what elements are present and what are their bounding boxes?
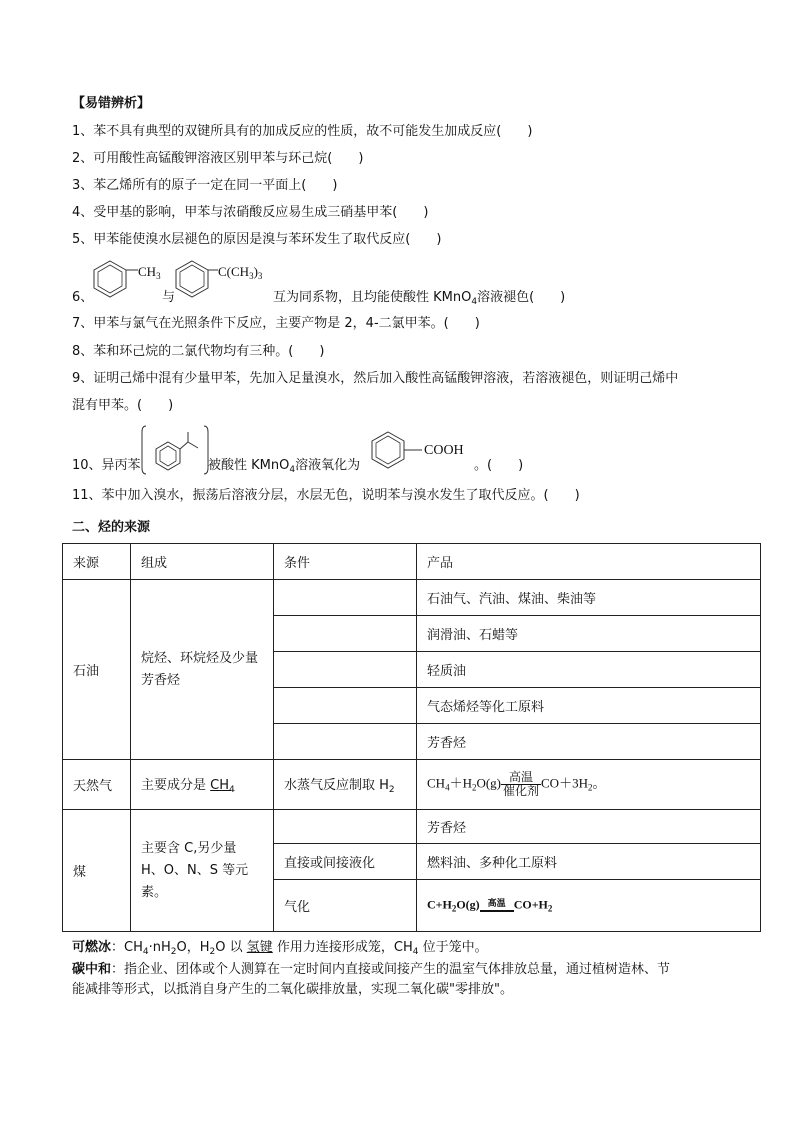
question-10-suffix: 。( ) (474, 458, 524, 473)
question-3: 3、苯乙烯所有的原子一定在同一平面上( ) (72, 178, 338, 193)
question-11: 11、苯中加入溴水，振荡后溶液分层，水层无色，说明苯与溴水发生了取代反应。( ) (72, 488, 580, 503)
tert-butyl-substituent: $C(CH_3)_3$ (218, 264, 263, 281)
question-6-number: 6、 (72, 290, 94, 305)
petroleum-product-1: 石油气、汽油、煤油、柴油等 (417, 580, 761, 616)
petroleum-condition-1 (274, 580, 417, 616)
petroleum-condition-5 (274, 724, 417, 760)
question-9-line-2: 混有甲苯。( ) (72, 398, 174, 413)
question-2: 2、可用酸性高锰酸钾溶液区别甲苯与环己烷( ) (72, 151, 364, 166)
question-4: 4、受甲基的影响，甲苯与浓硝酸反应易生成三硝基甲苯( ) (72, 205, 429, 220)
header-source: 来源 (63, 544, 131, 580)
natural-gas-source: 天然气 (63, 760, 131, 810)
question-6-text: 互为同系物，且均能使酸性 KMnO$_4$溶液褪色( ) (273, 290, 566, 307)
question-5: 5、甲苯能使溴水层褪色的原因是溴与苯环发生了取代反应( ) (72, 232, 442, 247)
toluene-structure-icon (90, 255, 170, 307)
petroleum-condition-4 (274, 688, 417, 724)
coal-composition: 主要含 C,另少量 H、O、N、S 等元素。 (131, 810, 274, 932)
question-8: 8、苯和环己烷的二氯代物均有三种。( ) (72, 344, 325, 359)
hydrocarbon-sources-table (62, 543, 761, 932)
petroleum-product-3: 轻质油 (417, 652, 761, 688)
reaction-condition: $\frac{\text{高温}}{\text{催化剂}}$ (503, 770, 540, 798)
coal-gasification-equation: $C+H_2O(g)$ 高温 $CO+H_2$ (417, 880, 761, 932)
table-row (63, 760, 761, 810)
combustible-ice-note: 可燃冰：$CH_4\cdot nH_2O$，$H_2O$ 以 氢键 作用力连接形成笼，$CH_4$ 位于笼中。 (72, 940, 488, 957)
coal-product-2: 燃料油、多种化工原料 (417, 844, 761, 880)
question-6-and: 与 (162, 290, 176, 305)
carbon-neutral-note-line-2: 能减排等形式，以抵消自身产生的二氧化碳排放量，实现二氧化碳"零排放"。 (72, 982, 513, 997)
question-9-line-1: 9、证明己烯中混有少量甲苯，先加入足量溴水，然后加入酸性高锰酸钾溶液，若溶液褪色，则证明己烯中 (72, 371, 679, 386)
natural-gas-condition: 水蒸气反应制取 $H_2$ (274, 760, 417, 810)
section-title-errors: 【易错辨析】 (72, 96, 151, 111)
petroleum-product-5: 芳香烃 (417, 724, 761, 760)
header-product: 产品 (417, 544, 761, 580)
petroleum-composition: 烷烃、环烷烃及少量芳香烃 (131, 580, 274, 760)
natural-gas-equation: $CH_4+H_2O(g)$ $\frac{\text{高温}}{\text{催化剂}}$ $CO+3H_2$。 (417, 760, 761, 810)
table-header-row (63, 544, 761, 580)
question-10-middle: 被酸性 KMnO$_4$溶液氧化为 (208, 458, 361, 475)
header-composition: 组成 (131, 544, 274, 580)
question-10-prefix: 10、异丙苯 (72, 458, 141, 473)
gasification-condition: 高温 (480, 897, 514, 914)
coal-condition-3: 气化 (274, 880, 417, 932)
coal-source: 煤 (63, 810, 131, 932)
natural-gas-composition: 主要成分是 $CH_4$ (131, 760, 274, 810)
coal-condition-2: 直接或间接液化 (274, 844, 417, 880)
table-row (63, 810, 761, 844)
carboxyl-group: COOH (424, 443, 464, 458)
petroleum-condition-2 (274, 616, 417, 652)
section-title-sources: 二、烃的来源 (72, 520, 151, 535)
petroleum-product-2: 润滑油、石蜡等 (417, 616, 761, 652)
petroleum-source: 石油 (63, 580, 131, 760)
cumene-structure-icon (140, 424, 212, 476)
coal-condition-1 (274, 810, 417, 844)
tert-butylbenzene-structure-icon (172, 255, 232, 307)
table-row (63, 580, 761, 616)
petroleum-condition-3 (274, 652, 417, 688)
coal-product-1: 芳香烃 (417, 810, 761, 844)
toluene-substituent: $CH_3$ (138, 264, 161, 281)
question-7: 7、甲苯与氯气在光照条件下反应，主要产物是 2，4-二氯甲苯。( ) (72, 316, 480, 331)
header-condition: 条件 (274, 544, 417, 580)
petroleum-product-4: 气态烯烃等化工原料 (417, 688, 761, 724)
benzoic-acid-structure-icon (368, 428, 424, 472)
carbon-neutral-note-line-1: 碳中和：指企业、团体或个人测算在一定时间内直接或间接产生的温室气体排放总量，通过植树造林、节 (72, 962, 671, 977)
question-1: 1、苯不具有典型的双键所具有的加成反应的性质，故不可能发生加成反应( ) (72, 124, 533, 139)
